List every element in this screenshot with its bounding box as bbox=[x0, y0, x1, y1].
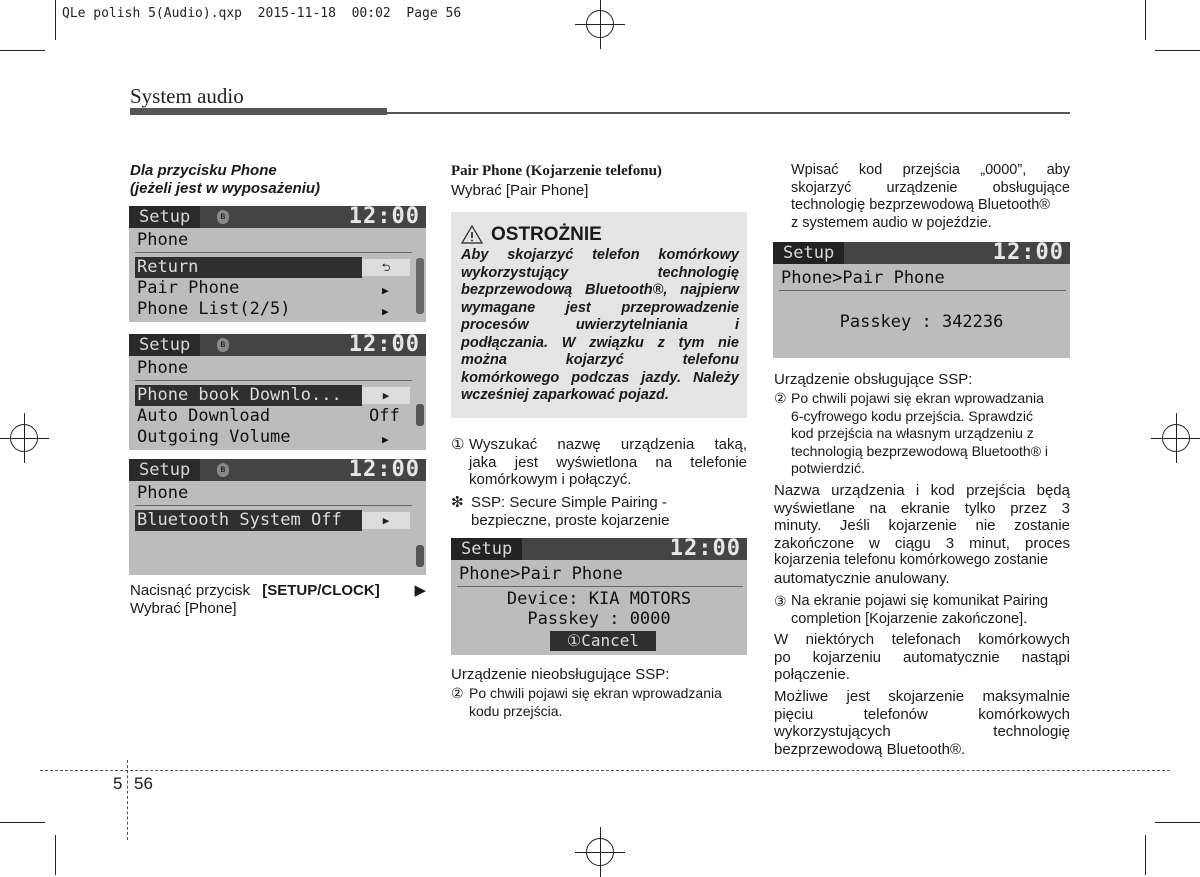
lcd-screen-phone-settings bbox=[129, 334, 426, 450]
lcd-tab: Setup bbox=[129, 459, 200, 481]
caution-line: wykorzystujący technologię bbox=[461, 264, 739, 281]
crop-mark bbox=[55, 0, 56, 40]
step2-line: kodu przejścia. bbox=[469, 702, 563, 719]
step1-line: jaka jest wyświetlona na telefonie bbox=[469, 453, 747, 471]
lcd-clock: 12:00 bbox=[992, 242, 1064, 265]
bluetooth-icon: ʙ bbox=[217, 338, 229, 352]
lcd-divider bbox=[457, 586, 743, 587]
lcd-passkey: Passkey : 342236 bbox=[839, 312, 1004, 332]
lcd-row-auto-download[interactable]: Auto Download bbox=[137, 406, 271, 426]
lcd-row-pair-phone[interactable]: Pair Phone bbox=[137, 278, 240, 298]
lcd-row-return[interactable]: Return bbox=[135, 257, 362, 278]
lcd-screen-passkey bbox=[773, 242, 1070, 358]
instruction-prefix: Nacisnąć przycisk bbox=[130, 582, 251, 599]
lcd-breadcrumb: Phone bbox=[137, 230, 189, 250]
para2-line: W niektórych telefonach komórkowych bbox=[774, 631, 1070, 648]
lcd-breadcrumb: Phone>Pair Phone bbox=[459, 564, 623, 584]
lcd-scrollbar bbox=[416, 258, 424, 314]
caution-box bbox=[451, 212, 747, 418]
step1-line: komórkowym i połączyć. bbox=[469, 471, 632, 488]
lcd-tab: Setup bbox=[451, 538, 522, 560]
arrow-right-icon: ▶ bbox=[414, 582, 426, 599]
lcd-row-phone-list[interactable]: Phone List(2/5) bbox=[137, 299, 291, 319]
warning-triangle-icon bbox=[461, 225, 483, 249]
para2-line: połączenie. bbox=[774, 666, 850, 683]
lcd-breadcrumb: Phone bbox=[137, 358, 189, 378]
step1-text bbox=[469, 436, 747, 489]
caution-line: bezprzewodową Bluetooth®, najpierw bbox=[461, 282, 739, 298]
step2-line: kod przejścia na własnym urządzeniu z bbox=[791, 425, 1034, 441]
mid-heading: Pair Phone (Kojarzenie telefonu) bbox=[451, 163, 662, 179]
lcd-row-outgoing-volume[interactable]: Outgoing Volume bbox=[137, 427, 291, 447]
crop-mark bbox=[0, 50, 45, 51]
lcd-clock: 12:00 bbox=[348, 206, 420, 229]
lcd-device-name: Device: KIA MOTORS bbox=[506, 589, 692, 609]
step2-line: technologią bezprzewodową Bluetooth® i bbox=[791, 442, 1049, 459]
chevron-right-icon: ▶ bbox=[382, 305, 389, 318]
para1-line: wyświetlane na ekranie tylko przez 3 bbox=[774, 499, 1070, 517]
caution-line: podłączania. W związku z tym nie bbox=[461, 334, 739, 351]
lcd-screen-pair-device bbox=[451, 538, 747, 655]
step2-line: potwierdzić. bbox=[791, 460, 865, 476]
lcd-divider bbox=[135, 380, 412, 381]
snowflake-icon: ❇ bbox=[451, 494, 464, 511]
para3-line: Możliwe jest skojarzenie maksymalnie bbox=[774, 688, 1070, 705]
registration-mark-icon bbox=[586, 838, 614, 866]
lcd-screen-bluetooth-off bbox=[129, 459, 426, 575]
header-rule bbox=[387, 112, 1070, 114]
intro-line: technologię bezprzewodową Bluetooth® bbox=[791, 197, 1050, 213]
crop-mark bbox=[55, 835, 56, 875]
lcd-tab: Setup bbox=[773, 242, 844, 264]
lcd-row-phonebook-download[interactable]: Phone book Downlo... bbox=[135, 385, 362, 406]
header-rule bbox=[130, 108, 387, 115]
chevron-right-icon: ▶ bbox=[362, 387, 410, 404]
crop-mark bbox=[1155, 50, 1200, 51]
registration-mark-icon bbox=[586, 10, 614, 38]
intro-line: skojarzyć urządzenie obsługujące bbox=[791, 179, 1070, 196]
lcd-clock: 12:00 bbox=[669, 538, 741, 561]
step3-line: Na ekranie pojawi się komunikat Pairing bbox=[791, 593, 1049, 609]
lcd-tab: Setup bbox=[129, 206, 200, 228]
caution-line: procesów uwierzytelniania i bbox=[461, 317, 739, 333]
intro-line: z systemem audio w pojeździe. bbox=[791, 214, 992, 231]
print-header: QLe polish 5(Audio).qxp 2015-11-18 00:02 Page 56 bbox=[62, 6, 462, 21]
caution-line: wcześniej zaparkować pojazd. bbox=[461, 387, 669, 403]
step2-marker: ② bbox=[451, 685, 464, 701]
lcd-divider bbox=[135, 505, 412, 506]
nossp-label: Urządzenie nieobsługujące SSP: bbox=[451, 666, 670, 683]
crop-mark bbox=[1155, 822, 1200, 823]
bluetooth-icon: ʙ bbox=[217, 210, 229, 224]
caution-line: komórkowego podczas jazdy. Należy bbox=[461, 369, 739, 386]
lcd-breadcrumb: Phone bbox=[137, 483, 189, 503]
caution-line: wymagane jest przeprowadzenie bbox=[461, 299, 739, 316]
step2-line: Po chwili pojawi się ekran wprowadzania bbox=[791, 390, 1044, 406]
note-line: SSP: Secure Simple Pairing - bbox=[471, 494, 667, 511]
note-text bbox=[471, 494, 669, 529]
para1-line: kojarzenia telefonu komórkowego zostanie bbox=[774, 552, 1049, 568]
para1-line: automatycznie anulowany. bbox=[774, 569, 950, 587]
footer-dashed-divider bbox=[127, 760, 128, 840]
para3-line: pięciu telefonów komórkowych bbox=[774, 705, 1070, 723]
para3-line: bezprzewodową Bluetooth®. bbox=[774, 740, 966, 758]
lcd-clock: 12:00 bbox=[348, 334, 420, 357]
left-instruction bbox=[130, 582, 426, 600]
lcd-value-off: Off bbox=[369, 406, 400, 426]
lcd-breadcrumb: Phone>Pair Phone bbox=[781, 268, 945, 288]
step2-marker: ② bbox=[774, 390, 787, 406]
caution-text bbox=[461, 247, 739, 405]
step2-text bbox=[469, 685, 722, 720]
caution-title: OSTROŻNIE bbox=[491, 224, 602, 245]
right-para3 bbox=[774, 688, 1070, 758]
page-number: 56 bbox=[134, 774, 153, 793]
left-instruction-line2: Wybrać [Phone] bbox=[130, 600, 237, 617]
left-heading-line1: Dla przycisku Phone bbox=[130, 162, 277, 179]
right-step2-text bbox=[791, 390, 1070, 478]
step3-line: completion [Kojarzenie zakończone]. bbox=[791, 610, 1028, 627]
lcd-passkey: Passkey : 0000 bbox=[527, 609, 671, 629]
section-title: System audio bbox=[130, 84, 244, 108]
para2-line: po kojarzeniu automatycznie nastąpi bbox=[774, 648, 1070, 666]
registration-mark-icon bbox=[1162, 424, 1190, 452]
chevron-right-icon: ▶ bbox=[382, 284, 389, 297]
bluetooth-icon: ʙ bbox=[217, 463, 229, 477]
lcd-row-bluetooth-system-off[interactable]: Bluetooth System Off bbox=[135, 510, 362, 531]
caution-line: Aby skojarzyć telefon komórkowy bbox=[461, 247, 739, 263]
chapter-number: 5 bbox=[113, 774, 123, 793]
caution-line: można kojarzyć telefonu bbox=[461, 352, 739, 368]
step2-line: Po chwili pojawi się ekran wprowadzania bbox=[469, 685, 722, 701]
para3-line: wykorzystujących technologię bbox=[774, 723, 1070, 740]
return-icon: ⮌ bbox=[362, 259, 410, 276]
footer-dashed-rule bbox=[40, 770, 1170, 771]
right-intro bbox=[791, 162, 1070, 232]
para1-line: Nazwa urządzenia i kod przejścia będą bbox=[774, 482, 1070, 499]
lcd-divider bbox=[135, 252, 412, 253]
lcd-clock: 12:00 bbox=[348, 459, 420, 482]
chevron-right-icon: ▶ bbox=[382, 433, 389, 446]
lcd-scrollbar bbox=[416, 545, 424, 567]
chevron-right-icon: ▶ bbox=[362, 512, 410, 529]
step1-line: Wyszukać nazwę urządzenia taką, bbox=[469, 436, 747, 453]
note-line: bezpieczne, proste kojarzenie bbox=[471, 511, 670, 529]
para1-line: minuty. Jeśli kojarzenie nie zostanie bbox=[774, 517, 1070, 534]
right-para2 bbox=[774, 631, 1070, 684]
crop-mark bbox=[1145, 835, 1146, 875]
crop-mark bbox=[1145, 0, 1146, 40]
setup-clock-button-label: [SETUP/CLOCK] bbox=[262, 582, 380, 599]
intro-line: Wpisać kod przejścia „0000”, aby bbox=[791, 162, 1070, 178]
lcd-screen-phone-menu bbox=[129, 206, 426, 322]
step1-marker: ① bbox=[451, 436, 465, 453]
registration-mark-icon bbox=[10, 424, 38, 452]
right-para1 bbox=[774, 482, 1070, 587]
para1-line: zakończone w ciągu 3 minut, proces bbox=[774, 534, 1070, 552]
crop-mark bbox=[0, 822, 45, 823]
left-heading-line2: (jeżeli jest w wyposażeniu) bbox=[130, 180, 321, 197]
step3-marker: ③ bbox=[774, 593, 787, 609]
step2-line: 6-cyfrowego kodu przejścia. Sprawdzić bbox=[791, 407, 1033, 424]
lcd-divider bbox=[779, 290, 1066, 291]
lcd-cancel-button[interactable]: ①Cancel bbox=[550, 631, 656, 651]
lcd-tab: Setup bbox=[129, 334, 200, 356]
ssp-label: Urządzenie obsługujące SSP: bbox=[774, 371, 973, 388]
mid-line1: Wybrać [Pair Phone] bbox=[451, 182, 589, 199]
right-step3-text bbox=[791, 593, 1048, 628]
lcd-scrollbar bbox=[416, 404, 424, 426]
